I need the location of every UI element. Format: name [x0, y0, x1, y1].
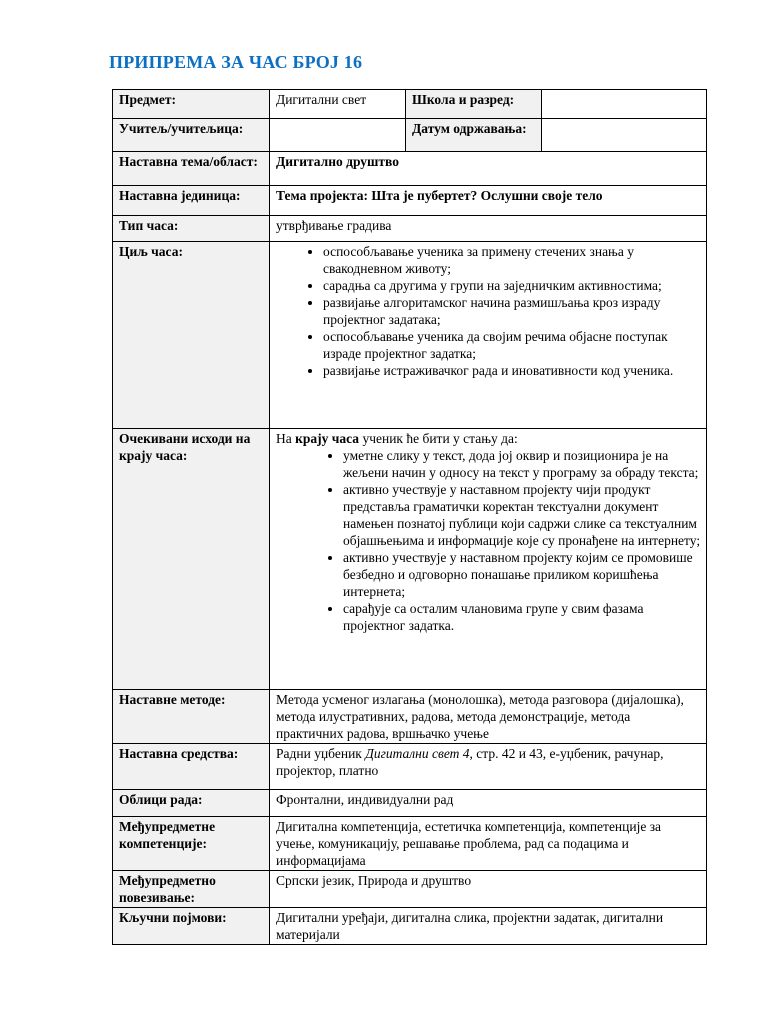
- means-label: Наставна средства:: [113, 744, 270, 790]
- goal-value: [270, 242, 707, 429]
- correlation-value: Српски језик, Природа и друштво: [270, 871, 707, 908]
- type-value: утврђивање градива: [270, 216, 707, 242]
- means-post: , стр. 42 и 43, е-уџбеник, рачунар, пројектор, платно: [276, 746, 664, 778]
- keywords-label: Кључни појмови:: [113, 908, 270, 945]
- row-outcomes: [113, 429, 707, 690]
- competences-label: Међупредметне компетенције:: [113, 817, 270, 871]
- methods-label: Наставне методе:: [113, 690, 270, 744]
- date-value: [542, 119, 707, 152]
- outcome-item: • активно учествује у наставном пројекту којим се промовише безбедно и одговорно понашање приликом коришћења интернета;: [343, 549, 701, 600]
- goal-item: • оспособљавање ученика да својим речима објасне поступак израде пројектног задатка;: [323, 328, 701, 362]
- subject-label: Предмет:: [113, 90, 270, 119]
- teacher-label: Учитељ/учитељица:: [113, 119, 270, 152]
- goal-list: [276, 243, 701, 379]
- row-goal: [113, 242, 707, 429]
- type-label: Тип часа:: [113, 216, 270, 242]
- subject-value: Дигитални свет: [270, 90, 406, 119]
- row-competences: [113, 817, 707, 871]
- unit-value: Тема пројекта: Шта је пубертет? Ослушни своје тело: [270, 186, 707, 216]
- outcomes-intro: [276, 430, 701, 447]
- outcomes-intro-bold: крају часа: [295, 431, 360, 446]
- row-forms: [113, 790, 707, 817]
- row-teacher: [113, 119, 707, 152]
- outcomes-intro-post: ученик ће бити у стању да:: [359, 431, 518, 446]
- forms-value: Фронтални, индивидуални рад: [270, 790, 707, 817]
- competences-value: Дигитална компетенција, естетичка компетенција, компетенције за учење, комуникацију, решавање проблема, рад са подацима и информацијама: [270, 817, 707, 871]
- methods-value: Метода усменог излагања (монолошка), метода разговора (дијалошка), метода илустративних, радова, метода демонстрације, метода практичних радова, вршњачко учење: [270, 690, 707, 744]
- outcome-item: • активно учествује у наставном пројекту чији продукт представља граматички коректан текстуални документ намењен познатој публици који садржи слике са текстуалним објашњењима и информације које су пронађене на интернету;: [343, 481, 701, 549]
- page-title: ПРИПРЕМА ЗА ЧАС БРОЈ 16: [109, 52, 363, 72]
- means-italic: Дигитални свет 4: [365, 746, 470, 761]
- school-value: [542, 90, 707, 119]
- goal-item: • сарадња са другима у групи на заједничким активностима;: [323, 277, 701, 294]
- row-type: [113, 216, 707, 242]
- correlation-label: Међупредметно повезивање:: [113, 871, 270, 908]
- row-unit: [113, 186, 707, 216]
- forms-label: Облици рада:: [113, 790, 270, 817]
- row-means: [113, 744, 707, 790]
- school-label: Школа и разред:: [406, 90, 542, 119]
- means-pre: Радни уџбеник: [276, 746, 366, 761]
- outcome-item: • сарађује са осталим члановима групе у свим фазама пројектног задатка.: [343, 600, 701, 634]
- goal-label: Циљ часа:: [113, 242, 270, 429]
- row-subject: [113, 90, 707, 119]
- row-correlation: [113, 871, 707, 908]
- goal-item: • развијање истраживачког рада и иновативности код ученика.: [323, 362, 701, 379]
- outcomes-label: Очекивани исходи на крају часа:: [113, 429, 270, 690]
- topic-value: Дигитално друштво: [270, 152, 707, 186]
- outcomes-list: [276, 447, 701, 634]
- means-value: [270, 744, 707, 790]
- keywords-value: Дигитални уређаји, дигитална слика, пројектни задатак, дигитални материјали: [270, 908, 707, 945]
- row-methods: [113, 690, 707, 744]
- topic-label: Наставна тема/област:: [113, 152, 270, 186]
- date-label: Датум одржавања:: [406, 119, 542, 152]
- outcomes-intro-pre: На: [276, 431, 296, 446]
- goal-item: • развијање алгоритамског начина размишљања кроз израду пројектног задатака;: [323, 294, 701, 328]
- row-topic: [113, 152, 707, 186]
- outcomes-value: [270, 429, 707, 690]
- lesson-plan-table: [112, 89, 707, 945]
- row-keywords: [113, 908, 707, 945]
- teacher-value: [270, 119, 406, 152]
- unit-label: Наставна јединица:: [113, 186, 270, 216]
- outcome-item: • уметне слику у текст, дода јој оквир и позиционира је на жељени начин у односу на текст у програму за обраду текста;: [343, 447, 701, 481]
- goal-item: • оспособљавање ученика за примену стечених знања у свакодневном животу;: [323, 243, 701, 277]
